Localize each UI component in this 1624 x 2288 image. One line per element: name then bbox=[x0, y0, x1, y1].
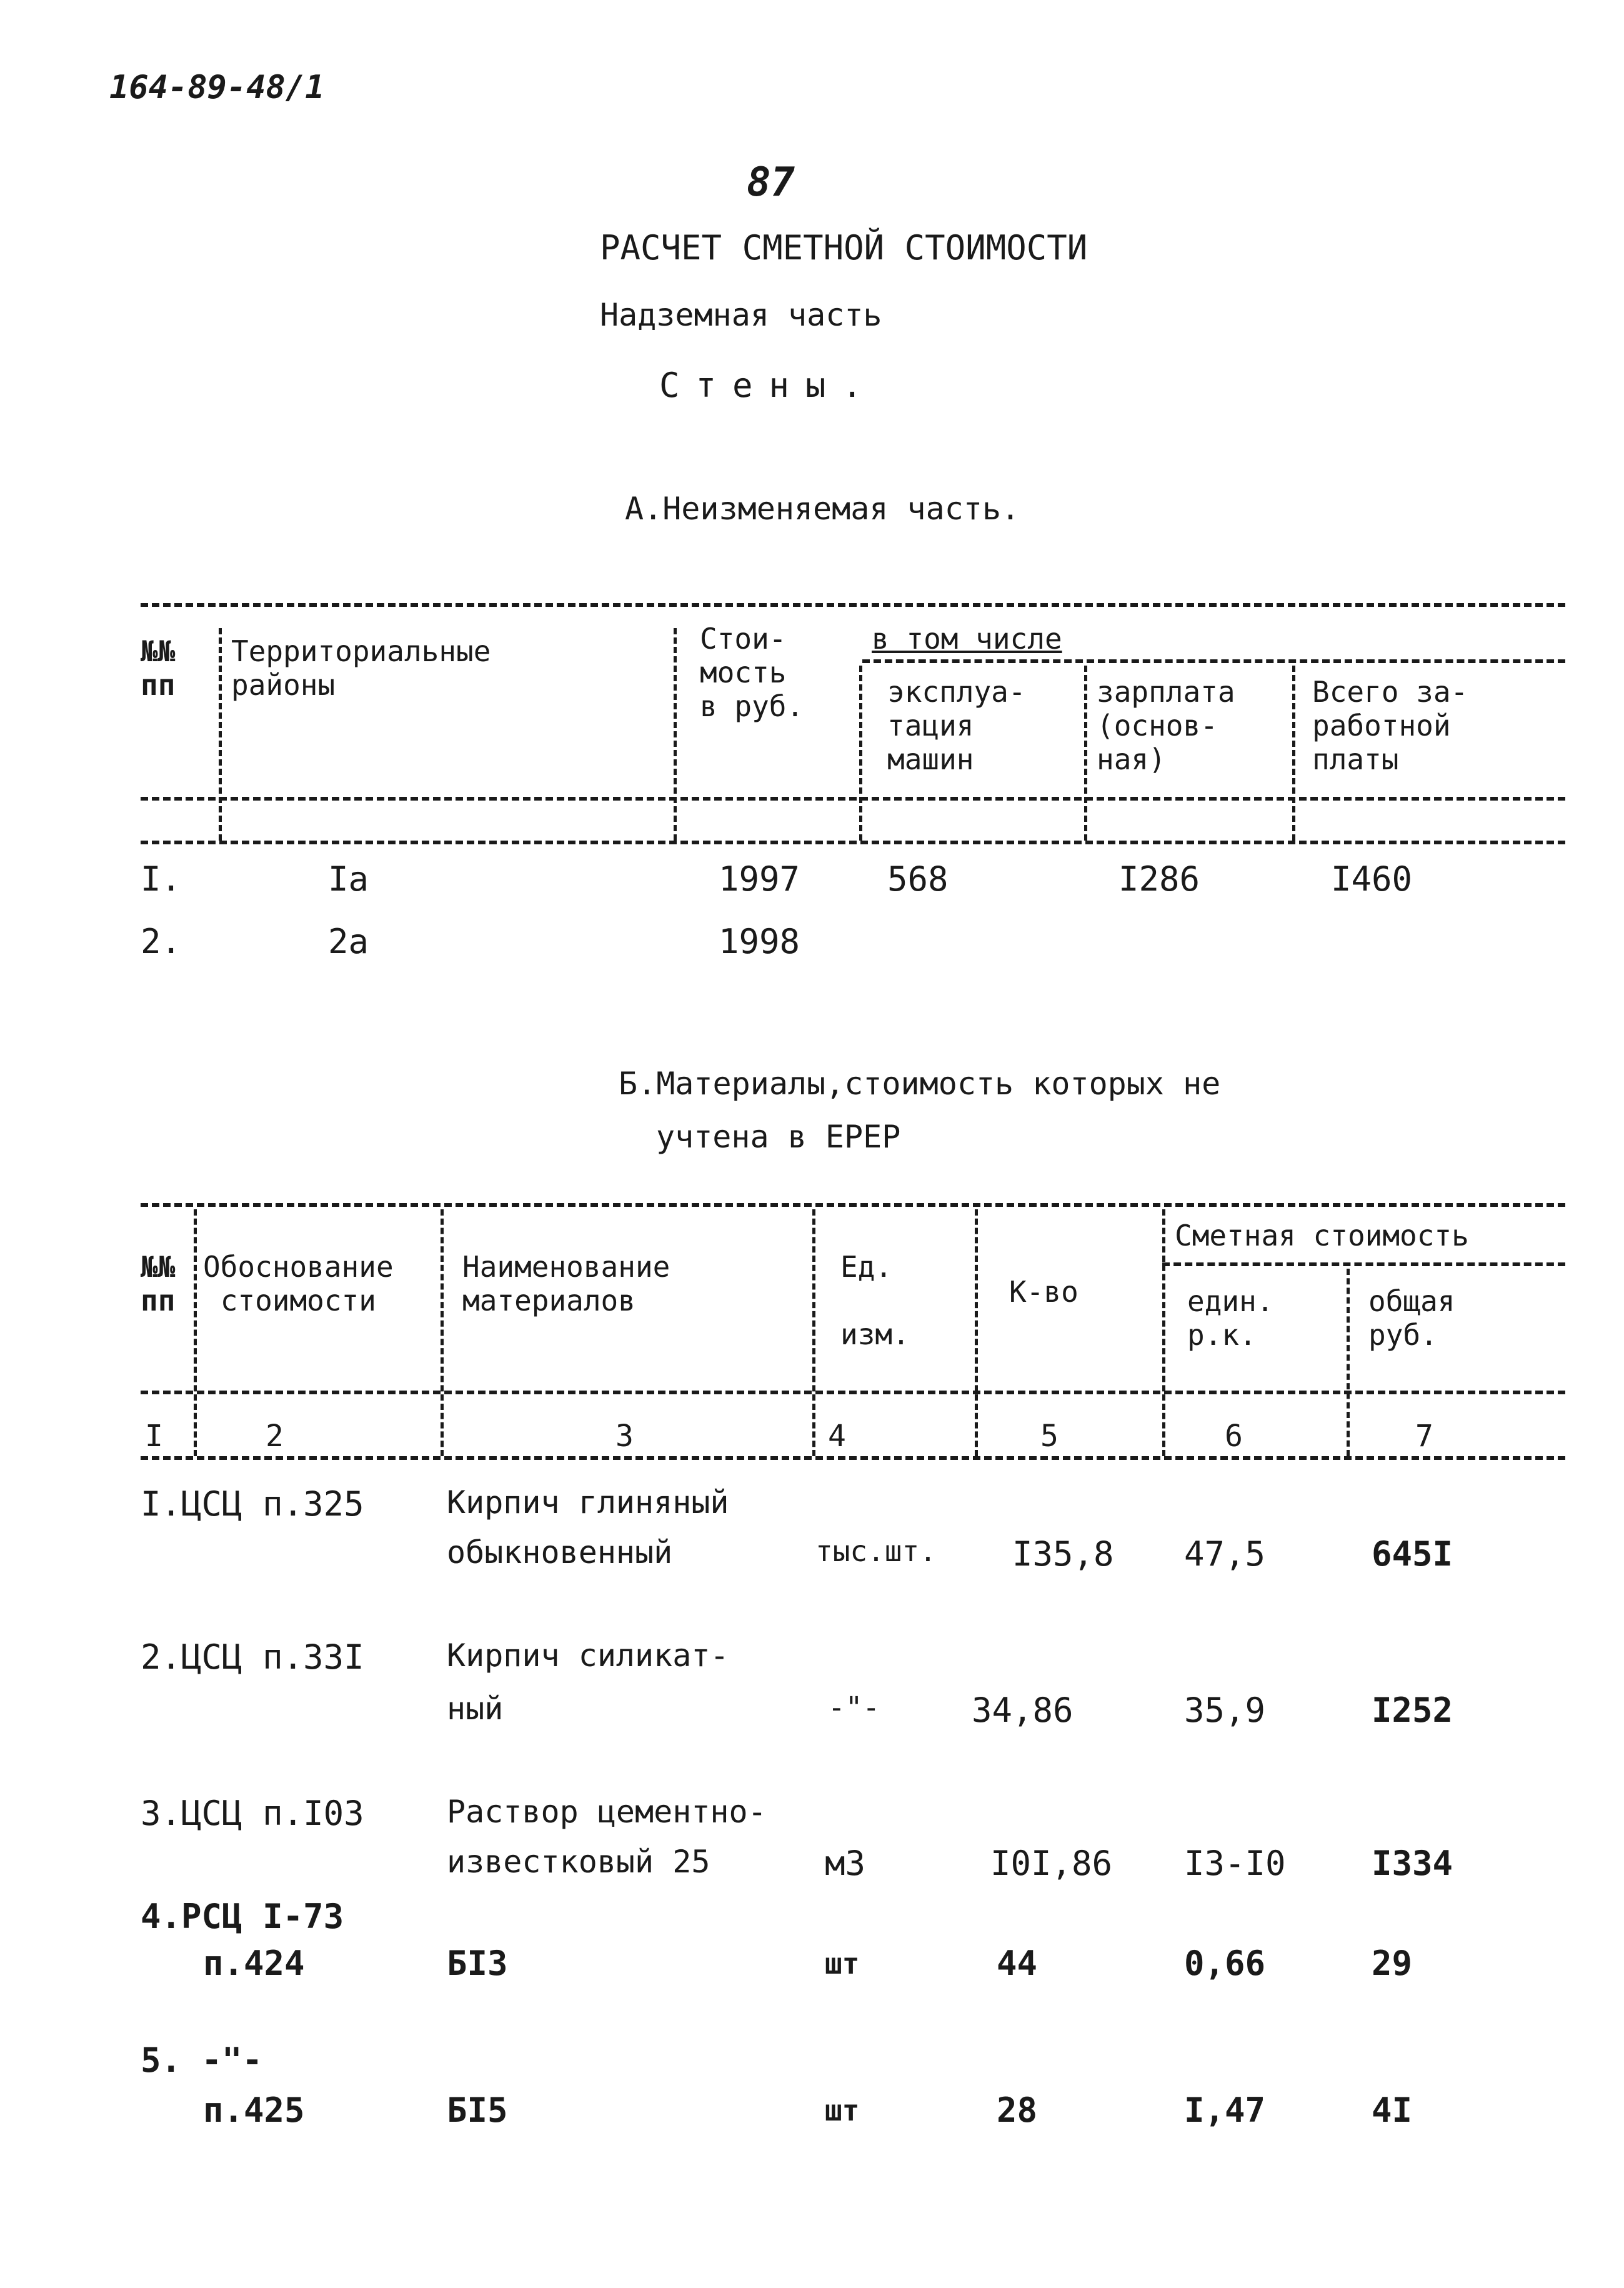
table-b-header-unit-price: един. р.к. bbox=[1187, 1284, 1274, 1352]
table-b-header-total: общая руб. bbox=[1368, 1284, 1455, 1352]
row-basis: I.ЦСЦ п.325 bbox=[141, 1484, 364, 1524]
row-unit-price: I,47 bbox=[1184, 2091, 1266, 2130]
row-machines: 568 bbox=[887, 859, 949, 899]
row-name-line2: БI5 bbox=[447, 2091, 508, 2130]
table-a-header-region: Территориальные районы bbox=[231, 634, 491, 702]
table-b-col-sep bbox=[1162, 1209, 1165, 1456]
row-unit: -"- bbox=[828, 1691, 880, 1724]
table-b-header-unit: Ед. изм. bbox=[840, 1250, 910, 1351]
table-b-heading: Б.Материалы,стоимость которых не bbox=[619, 1066, 1221, 1102]
table-b-header-name: Наименование материалов bbox=[462, 1250, 670, 1317]
row-unit: шт bbox=[825, 2094, 860, 2127]
col-number: I bbox=[145, 1419, 163, 1454]
row-qty: 34,86 bbox=[972, 1691, 1074, 1730]
section-title: Стены. bbox=[659, 366, 879, 405]
col-number: 3 bbox=[615, 1419, 634, 1454]
row-total: 29 bbox=[1372, 1944, 1413, 1983]
row-total: I252 bbox=[1372, 1691, 1453, 1730]
table-a-header-salary: зарплата (основ- ная) bbox=[1097, 675, 1235, 776]
table-b-header-basis: Обоснование стоимости bbox=[203, 1250, 394, 1317]
table-b-header-rule bbox=[141, 1391, 1565, 1394]
row-unit: шт bbox=[825, 1947, 860, 1981]
row-total: I334 bbox=[1372, 1844, 1453, 1883]
row-num: 2. bbox=[141, 922, 182, 961]
col-number: 2 bbox=[266, 1419, 284, 1454]
col-number: 6 bbox=[1225, 1419, 1243, 1454]
row-qty: I0I,86 bbox=[990, 1844, 1113, 1883]
row-name-line1: Раствор цементно- bbox=[447, 1794, 767, 1830]
document-code: 164-89-48/1 bbox=[109, 69, 325, 106]
table-b-colnum-rule bbox=[141, 1456, 1565, 1460]
table-a-subheader-rule bbox=[862, 659, 1565, 663]
col-number: 7 bbox=[1415, 1419, 1433, 1454]
row-basis: 4.РСЦ I-73 bbox=[141, 1897, 344, 1936]
row-unit-price: 35,9 bbox=[1184, 1691, 1266, 1730]
row-salary: I286 bbox=[1118, 859, 1200, 899]
table-b-col-sep bbox=[812, 1209, 815, 1456]
table-b-subheader-rule bbox=[1162, 1262, 1565, 1266]
table-a-header-total-salary: Всего за- работной платы bbox=[1312, 675, 1468, 776]
row-name-line2: БI3 bbox=[447, 1944, 508, 1983]
row-name-line1: Кирпич глиняный bbox=[447, 1484, 729, 1521]
row-qty: I35,8 bbox=[1012, 1534, 1114, 1574]
row-basis-line2: п.425 bbox=[203, 2091, 305, 2130]
table-a-header-including: в том числе bbox=[872, 622, 1062, 656]
table-a-top-rule bbox=[141, 603, 1565, 607]
table-b-top-rule bbox=[141, 1203, 1565, 1207]
table-a-header-machines: эксплуа- тация машин bbox=[887, 675, 1026, 776]
row-unit: тыс.шт. bbox=[815, 1534, 937, 1568]
row-basis: 5. -"- bbox=[141, 2041, 263, 2080]
table-a-header-num: №№ пп bbox=[141, 634, 176, 702]
table-b-col-sep bbox=[194, 1209, 197, 1456]
row-basis: 2.ЦСЦ п.33I bbox=[141, 1637, 364, 1677]
table-a-header-rule bbox=[141, 797, 1565, 801]
row-unit-price: 0,66 bbox=[1184, 1944, 1266, 1983]
row-unit-price: 47,5 bbox=[1184, 1534, 1266, 1574]
table-a-heading: А.Неизменяемая часть. bbox=[625, 491, 1020, 527]
row-unit: м3 bbox=[825, 1844, 866, 1883]
row-cost: 1998 bbox=[719, 922, 800, 961]
table-b-header-estimated: Сметная стоимость bbox=[1175, 1219, 1469, 1252]
table-a-col-sep bbox=[219, 628, 222, 841]
table-a-header-bottom-rule bbox=[141, 841, 1565, 844]
table-a-col-sep bbox=[1084, 666, 1087, 841]
row-name-line2: ный bbox=[447, 1691, 504, 1727]
table-a-col-sep bbox=[1292, 666, 1295, 841]
col-number: 4 bbox=[828, 1419, 846, 1454]
row-qty: 44 bbox=[997, 1944, 1038, 1983]
table-a-col-sep bbox=[674, 628, 677, 841]
row-cost: 1997 bbox=[719, 859, 800, 899]
row-qty: 28 bbox=[997, 2091, 1038, 2130]
table-b-heading-line2: учтена в ЕРЕР bbox=[656, 1119, 901, 1155]
page-number: 87 bbox=[747, 159, 795, 206]
row-total: 4I bbox=[1372, 2091, 1413, 2130]
row-name-line2: обыкновенный bbox=[447, 1534, 673, 1571]
page-subtitle: Надземная часть bbox=[600, 297, 882, 333]
table-a-col-sep bbox=[859, 666, 862, 841]
table-b-header-num: №№ пп bbox=[141, 1250, 176, 1317]
row-name-line1: Кирпич силикат- bbox=[447, 1637, 729, 1674]
row-region: Iа bbox=[328, 859, 369, 899]
row-total-salary: I460 bbox=[1331, 859, 1413, 899]
table-b-col-sep bbox=[1347, 1269, 1350, 1456]
table-b-header-qty: К-во bbox=[1009, 1275, 1079, 1309]
table-b-col-sep bbox=[975, 1209, 978, 1456]
row-total: 645I bbox=[1372, 1534, 1453, 1574]
table-a-header-cost: Стои- мость в руб. bbox=[700, 622, 804, 723]
row-unit-price: I3-I0 bbox=[1184, 1844, 1286, 1883]
table-b-col-sep bbox=[441, 1209, 444, 1456]
row-basis: 3.ЦСЦ п.I03 bbox=[141, 1794, 364, 1833]
page-title: РАСЧЕТ СМЕТНОЙ СТОИМОСТИ bbox=[600, 228, 1088, 267]
col-number: 5 bbox=[1040, 1419, 1059, 1454]
row-basis-line2: п.424 bbox=[203, 1944, 305, 1983]
row-region: 2а bbox=[328, 922, 369, 961]
row-num: I. bbox=[141, 859, 182, 899]
row-name-line2: известковый 25 bbox=[447, 1844, 710, 1880]
